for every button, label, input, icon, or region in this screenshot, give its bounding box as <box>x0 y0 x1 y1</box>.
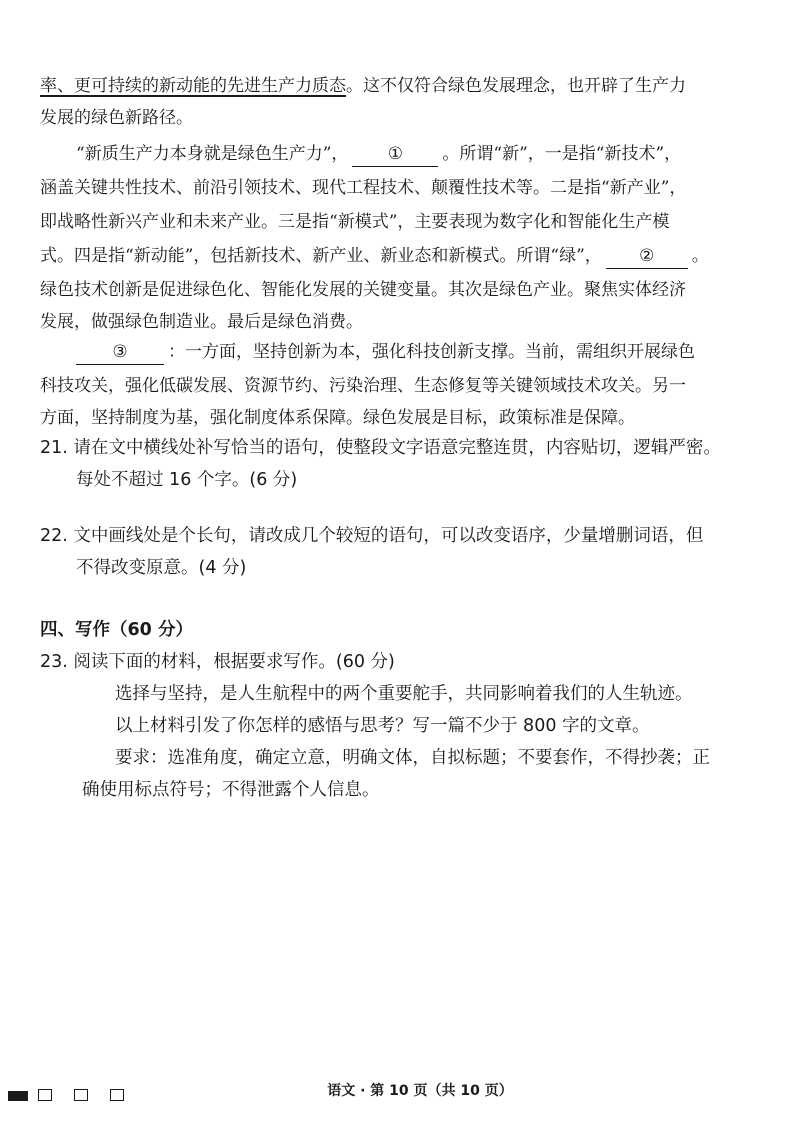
square-mark-icon <box>74 1089 88 1101</box>
fill-blank-2: ② <box>606 244 688 269</box>
fill-blank-3: ③ <box>76 340 164 365</box>
square-mark-icon <box>110 1089 124 1101</box>
passage-line: 发展的绿色新路径。 <box>40 108 193 128</box>
square-mark-icon <box>38 1089 52 1101</box>
passage-line: 率、更可持续的新动能的先进生产力质态。这不仅符合绿色发展理念，也开辟了生产力 <box>40 76 686 96</box>
passage-line: 科技攻关，强化低碳发展、资源节约、污染治理、生态修复等关键领域技术攻关。另一 <box>40 376 686 396</box>
writing-prompt: 以上材料引发了你怎样的感悟与思考？写一篇不少于 800 字的文章。 <box>115 716 650 736</box>
passage-line: 绿色技术创新是促进绿色化、智能化发展的关键变量。其次是绿色产业。聚焦实体经济 <box>40 280 686 300</box>
question-21: 21. 请在文中横线处补写恰当的语句，使整段文字语意完整连贯，内容贴切，逻辑严密。 <box>40 438 721 458</box>
passage-line: 涵盖关键共性技术、前沿引领技术、现代工程技术、颠覆性技术等。二是指“新产业”， <box>40 178 687 198</box>
writing-material: 选择与坚持，是人生航程中的两个重要舵手，共同影响着我们的人生轨迹。 <box>115 684 693 704</box>
writing-requirements: 要求：选准角度，确定立意，明确文体，自拟标题；不要套作，不得抄袭；正 <box>115 748 710 768</box>
underlined-long-sentence: 率、更可持续的新动能的先进生产力质态 <box>40 76 346 96</box>
passage-line: 方面，坚持制度为基，强化制度体系保障。绿色发展是目标，政策标准是保障。 <box>40 408 635 428</box>
question-22-cont: 不得改变原意。(4 分) <box>76 558 247 578</box>
question-22: 22. 文中画线处是个长句，请改成几个较短的语句，可以改变语序，少量增删词语，但 <box>40 526 704 546</box>
passage-line: ③ ：一方面，坚持创新为本，强化科技创新支撑。当前，需组织开展绿色 <box>76 336 796 368</box>
solid-mark-icon <box>8 1091 28 1101</box>
writing-requirements-cont: 确使用标点符号；不得泄露个人信息。 <box>82 780 380 800</box>
section-title-writing: 四、写作（60 分） <box>40 620 193 640</box>
fill-blank-1: ① <box>352 142 438 167</box>
passage-line: 即战略性新兴产业和未来产业。三是指“新模式”，主要表现为数字化和智能化生产模 <box>40 212 670 232</box>
question-23: 23. 阅读下面的材料，根据要求写作。(60 分) <box>40 652 395 672</box>
page-footer: 语文 · 第 10 页（共 10 页） <box>327 1083 513 1099</box>
passage-line: 发展，做强绿色制造业。最后是绿色消费。 <box>40 312 363 332</box>
question-21-cont: 每处不超过 16 个字。(6 分) <box>76 470 298 490</box>
passage-line: “新质生产力本身就是绿色生产力”， ① 。所谓“新”，一是指“新技术”， <box>76 138 796 170</box>
passage-line: 式。四是指“新动能”，包括新技术、新产业、新业态和新模式。所谓“绿”， ② 。 <box>40 240 760 272</box>
